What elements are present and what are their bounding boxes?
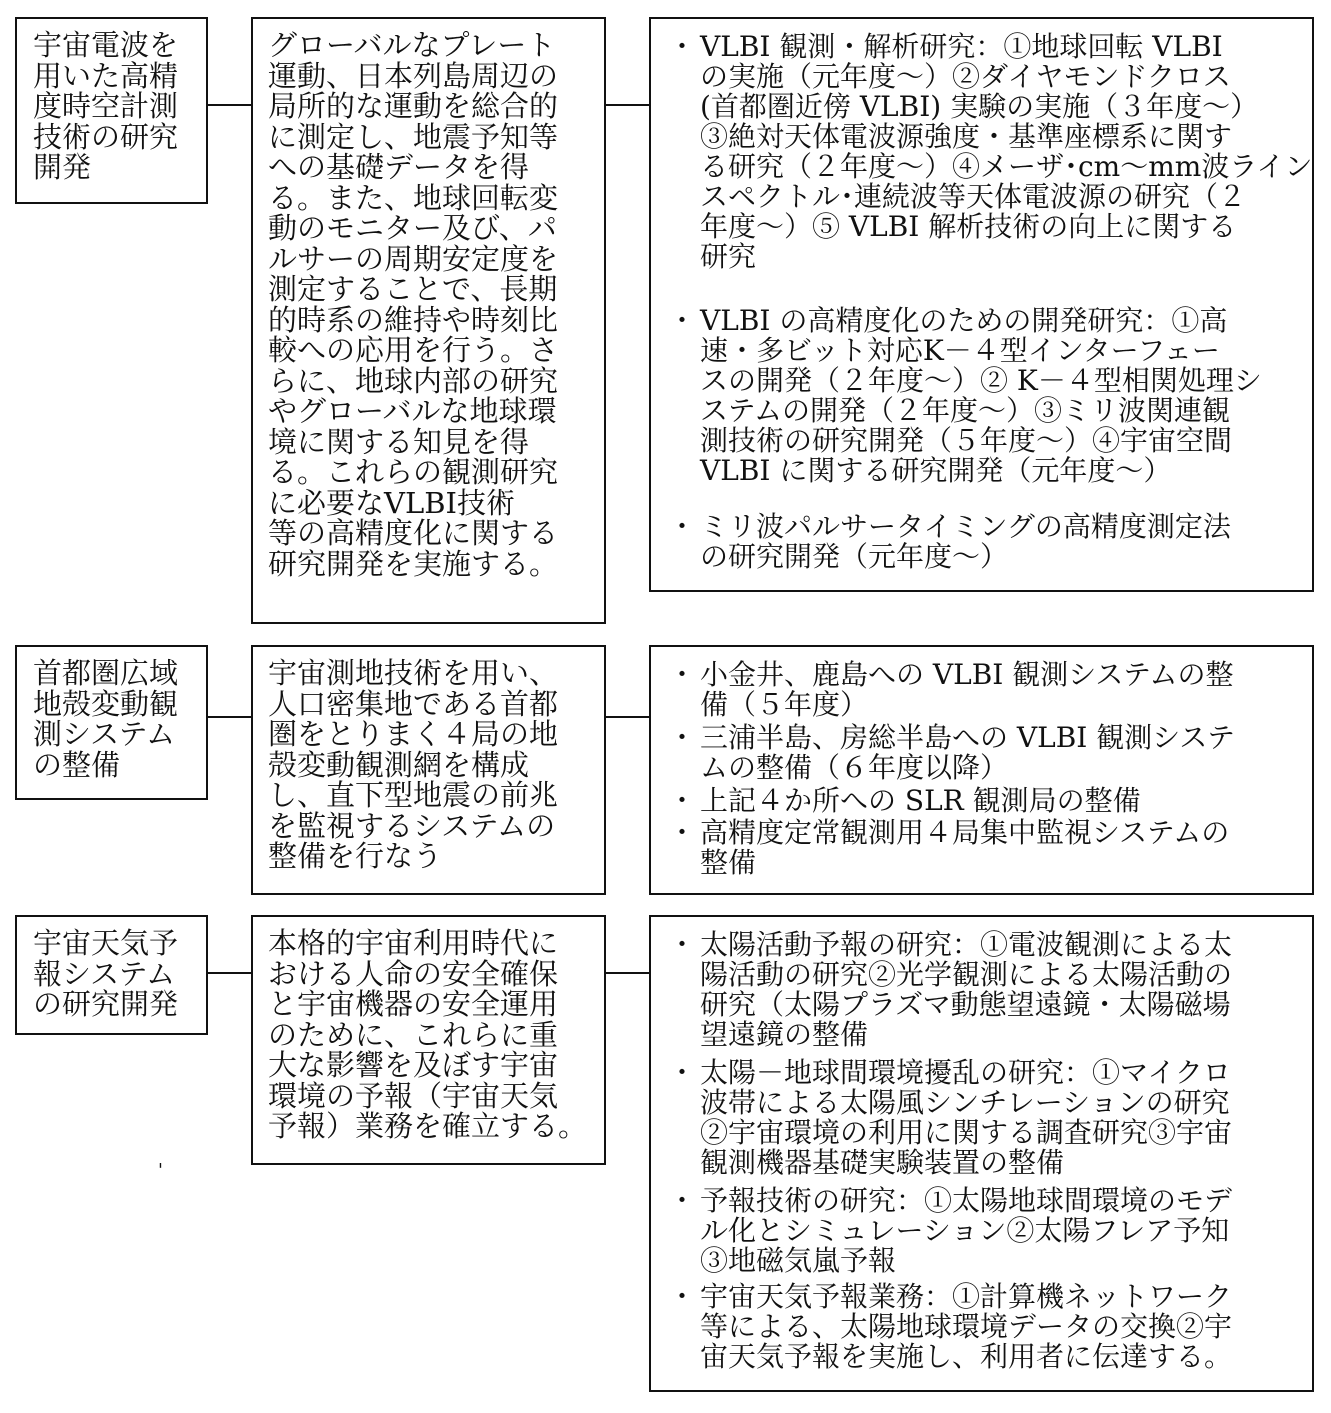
row2-detail-text: 上記４か所への SLR 観測局の整備	[700, 784, 1141, 817]
bullet-icon: ・	[668, 721, 697, 754]
row3-title: 宇宙天気予 報システム の研究開発	[33, 926, 179, 1021]
row3-detail-text: 太陽活動予報の研究：①電波観測による太 陽活動の研究②光学観測による太陽活動の 研究（太陽プラズマ動態望遠鏡・太陽磁場 望遠鏡の整備	[700, 928, 1233, 1051]
bullet-icon: ・	[668, 658, 697, 691]
row1-title: 宇宙電波を 用いた高精 度時空計測 技術の研究 開発	[33, 28, 179, 184]
bullet-icon: ・	[668, 1184, 697, 1217]
row1-detail-text: ミリ波パルサータイミングの高精度測定法 の研究開発（元年度～）	[700, 510, 1231, 573]
row3-connector-right	[606, 972, 649, 974]
bullet-icon: ・	[668, 1056, 697, 1089]
row2-detail-text: 三浦半島、房総半島への VLBI 観測システ ムの整備（６年度以降）	[700, 721, 1235, 784]
row2-detail-text: 高精度定常観測用４局集中監視システムの 整備	[700, 816, 1230, 879]
row3-detail-text: 太陽－地球間環境擾乱の研究：①マイクロ 波帯による太陽風シンチレーションの研究 ②宇宙環境の利用に関する調査研究③宇宙 観測機器基礎実験装置の整備	[700, 1056, 1233, 1179]
row1-detail-text: VLBI の高精度化のための開発研究：①高 速・多ビット対応K－４型インターフェー スの開発（２年度～）② K－４型相関処理シ ステムの開発（２年度～）③ミリ波関連観 測技術の研究開発（５年度～）④宇宙空間 VLBI に関する研究開発（元年度～）	[700, 304, 1262, 487]
bullet-icon: ・	[668, 928, 697, 961]
row2-detail-text: 小金井、鹿島への VLBI 観測システムの整 備（５年度）	[700, 658, 1234, 721]
row1-summary: グローバルなプレート 運動、日本列島周辺の 局所的な運動を総合的 に測定し、地震予知等 への基礎データを得 る。また、地球回転変 動のモニター及び、パ ルサーの周期安定度を 測定することで、長期 的時系の維持や時刻比 較への応用を行う。さ らに、地球内部の研究 やグローバルな地球環 境に関する知見を得 る。これらの観測研究 に必要なVLBI技術 等の高精度化に関する 研究開発を実施する。	[268, 28, 559, 581]
bullet-icon: ・	[668, 304, 697, 337]
row1-connector-left	[208, 104, 251, 106]
bullet-icon: ・	[668, 816, 697, 849]
row2-connector-left	[208, 716, 251, 718]
bullet-icon: ・	[668, 510, 697, 543]
stray-mark: '	[158, 1160, 163, 1181]
row3-detail-text: 予報技術の研究：①太陽地球間環境のモデ ル化とシミュレーション②太陽フレア予知 ③地磁気嵐予報	[700, 1184, 1233, 1277]
row3-detail-text: 宇宙天気予報業務：①計算機ネットワーク 等による、太陽地球環境データの交換②宇 宙天気予報を実施し、利用者に伝達する。	[700, 1280, 1233, 1373]
bullet-icon: ・	[668, 30, 697, 63]
row2-connector-right	[606, 716, 649, 718]
bullet-icon: ・	[668, 1280, 697, 1313]
row1-connector-right	[606, 104, 649, 106]
bullet-icon: ・	[668, 784, 697, 817]
row2-title: 首都圏広域 地殻変動観 測システム の整備	[33, 656, 179, 782]
row2-summary: 宇宙測地技術を用い、 人口密集地である首都 圏をとりまく４局の地 殻変動観測網を構成 し、直下型地震の前兆 を監視するシステムの 整備を行なう	[268, 656, 559, 873]
row1-detail-text: VLBI 観測・解析研究：①地球回転 VLBI の実施（元年度～）②ダイヤモンドクロス (首都圏近傍 VLBI) 実験の実施（３年度～） ③絶対天体電波源強度・基準座標系に関す る研究（２年度～）④メーザ･cm～mm波ライン スペクトル･連続波等天体電波源の研究（２ 年度～）⑤ VLBI 解析技術の向上に関する 研究	[700, 30, 1313, 273]
row3-summary: 本格的宇宙利用時代に おける人命の安全確保 と宇宙機器の安全運用 のために、これらに重 大な影響を及ぼす宇宙 環境の予報（宇宙天気 予報）業務を確立する。	[268, 926, 588, 1143]
row3-connector-left	[208, 972, 251, 974]
